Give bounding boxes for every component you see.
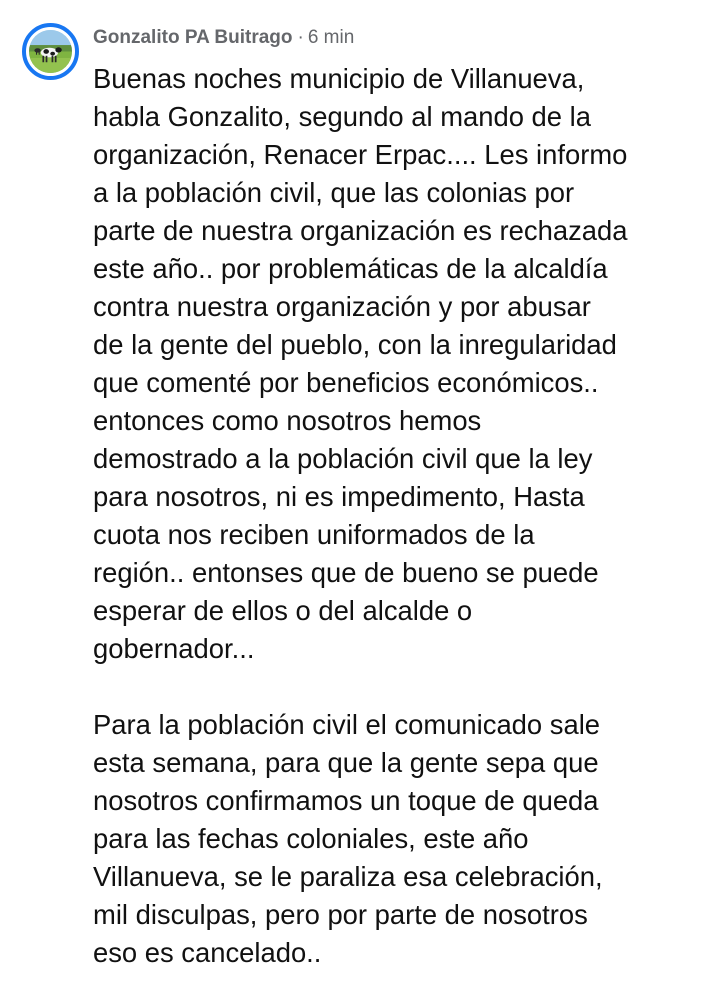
timestamp[interactable]: 6 min: [307, 27, 355, 48]
header-separator: ·: [297, 27, 304, 48]
comment-paragraph: Para la población civil el comunicado sale esta semana, para que la gente sepa que nosotros confirmamos un toque de queda para las fechas coloniales, este año Villanueva, se le paraliza esa celebración, mil disculpas, pero por parte de nosotros eso es cancelado..: [93, 709, 603, 968]
cow-in-field-photo-icon: [29, 30, 72, 73]
avatar[interactable]: [22, 23, 79, 80]
comment-paragraph: Buenas noches municipio de Villanueva, habla Gonzalito, segundo al mando de la organización, Renacer Erpac.... Les informo a la población civil, que las colonias por parte de nuestra organización es rechazada este año.. por problemáticas de la alcaldía contra nuestra organización y por abusar de la gente del pueblo, con la inregularidad que comenté por beneficios económicos.. entonces como nosotros hemos demostrado a la población civil que la ley para nosotros, ni es impedimento, Hasta cuota nos reciben uniformados de la región.. entonses que de bueno se puede esperar de ellos o del alcalde o gobernador...: [93, 63, 628, 664]
comment-header: [93, 26, 354, 50]
author-name[interactable]: Gonzalito PA Buitrago: [93, 27, 293, 48]
comment-body: [93, 60, 703, 972]
